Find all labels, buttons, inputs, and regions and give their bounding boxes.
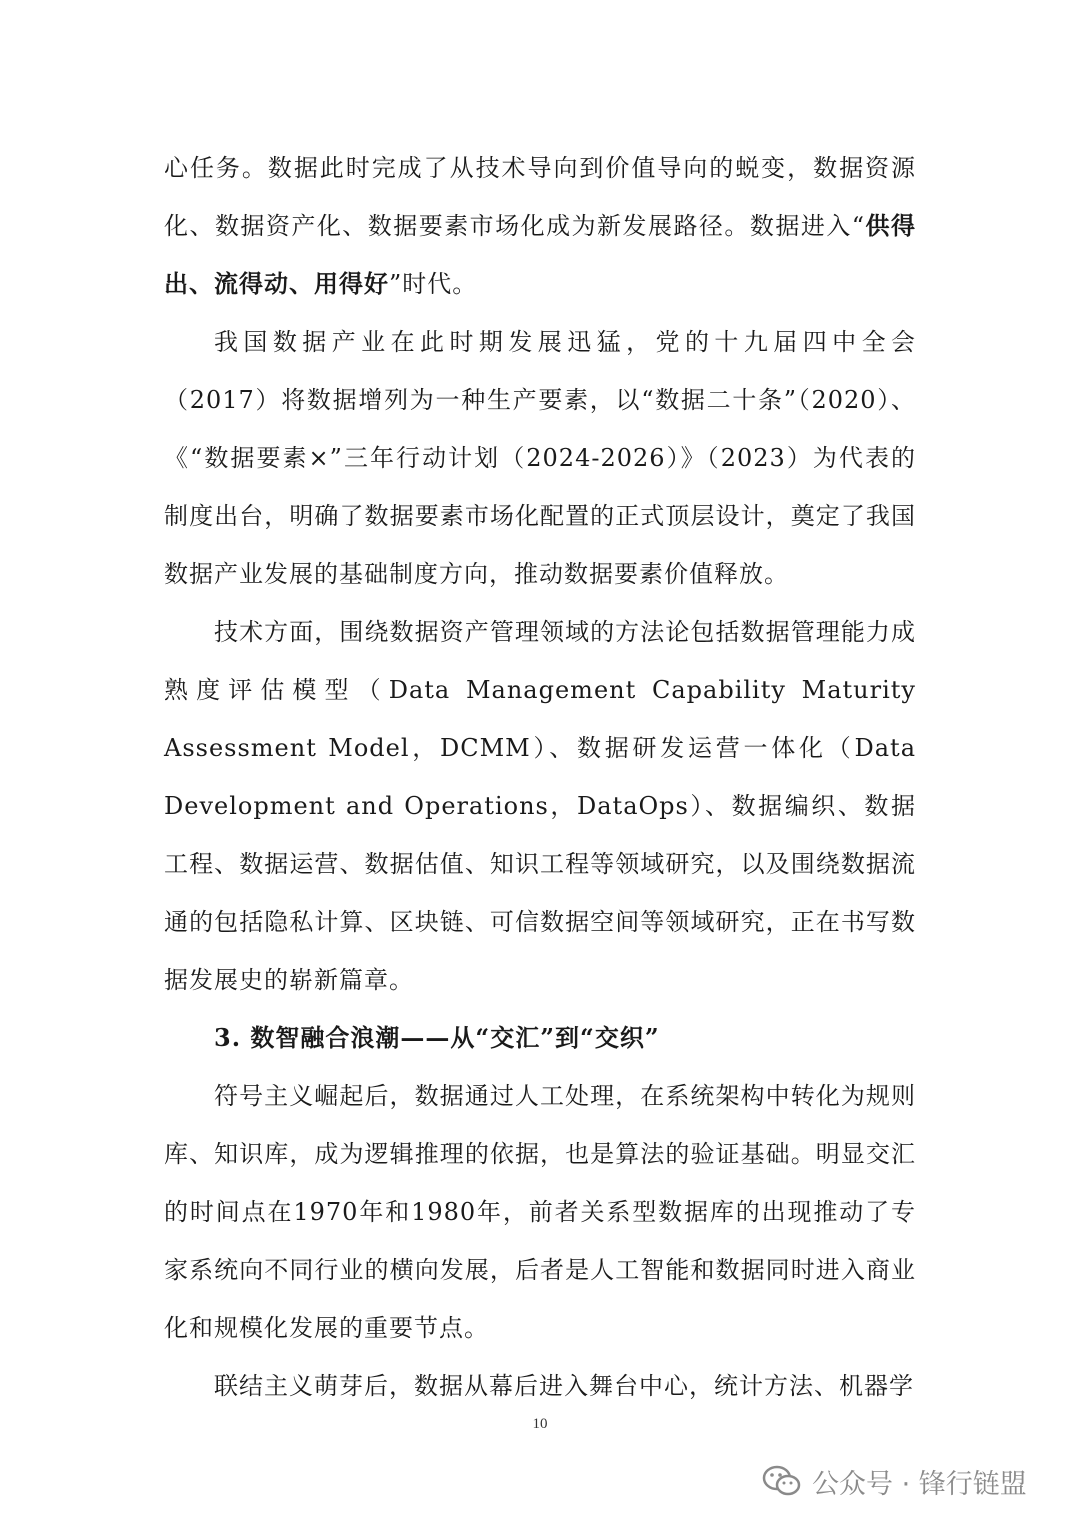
paragraph-1 — [164, 139, 916, 313]
paragraph-2: 我国数据产业在此时期发展迅猛，党的十九届四中全会（2017）将数据增列为一种生产要素，以“数据二十条”（2020）、《“数据要素×”三年行动计划（2024-2026）》（2023）为代表的制度出台，明确了数据要素市场化配置的正式顶层设计，奠定了我国数据产业发展的基础制度方向，推动数据要素价值释放。 — [164, 328, 916, 588]
paragraph-1-text-a: 心任务。数据此时完成了从技术导向到价值导向的蜕变，数据资源化、数据资产化、数据要素市场化成为新发展路径。数据进入“ — [164, 154, 916, 240]
watermark — [762, 1461, 1027, 1501]
wechat-icon — [762, 1464, 802, 1498]
paragraph-4: 符号主义崛起后，数据通过人工处理，在系统架构中转化为规则库、知识库，成为逻辑推理的依据，也是算法的验证基础。明显交汇的时间点在1970年和1980年，前者关系型数据库的出现推动了专家系统向不同行业的横向发展，后者是人工智能和数据同时进入商业化和规模化发展的重要节点。 — [164, 1082, 916, 1342]
section-heading: 3. 数智融合浪潮——从“交汇”到“交织” — [214, 1023, 660, 1052]
paragraph-3: 技术方面，围绕数据资产管理领域的方法论包括数据管理能力成熟度评估模型（Data Management Capability Maturity Assessment Model，DCMM）、数据研发运营一体化（Data Development and Operations，DataOps）、数据编织、数据工程、数据运营、数据估值、知识工程等领域研究，以及围绕数据流通的包括隐私计算、区块链、可信数据空间等领域研究，正在书写数据发展史的崭新篇章。 — [164, 618, 916, 994]
document-body — [164, 139, 916, 1415]
page-number: 10 — [532, 1416, 548, 1432]
watermark-text: 公众号 · 锋行链盟 — [812, 1468, 1027, 1500]
paragraph-1-bold: 供得出、流得动、用得好 — [164, 211, 916, 298]
paragraph-5: 联结主义萌芽后，数据从幕后进入舞台中心，统计方法、机器学 — [214, 1372, 914, 1400]
paragraph-1-text-b: ”时代。 — [389, 270, 478, 298]
